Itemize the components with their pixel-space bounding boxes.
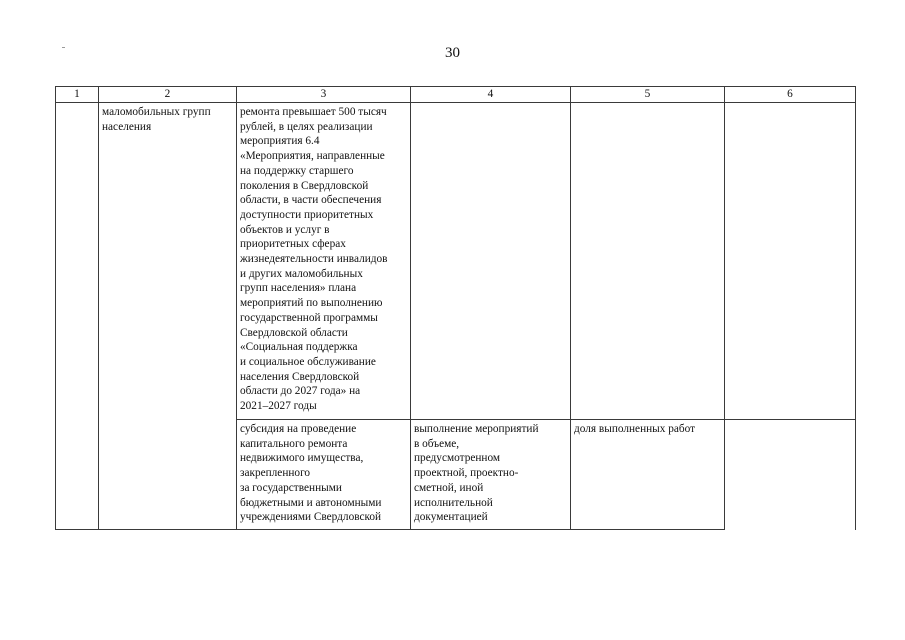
column-number-cell: 1 [56,87,99,103]
cell-text: субсидия на проведение капитального ремонта недвижимого имущества, закрепленного за государственными бюджетными и автономными учреждениями Свердловской [240,423,382,524]
column-number-cell: 2 [99,87,237,103]
table-cell-col3 [237,103,411,420]
column-number-row [56,87,856,103]
table-cell-col4 [411,420,571,530]
table-cell-col3 [237,420,411,530]
column-number-cell: 6 [725,87,856,103]
table-cell-col6 [725,420,856,530]
table-cell-col1 [56,103,99,530]
table-row [56,103,856,420]
cell-text: выполнение мероприятий в объеме, предусмотренном проектной, проектно- сметной, иной исполнительной документацией [414,423,539,524]
table-cell-col4 [411,103,571,420]
page-number: 30 [445,45,460,61]
cell-text: маломобильных групп населения [102,106,211,133]
column-number-cell: 3 [237,87,411,103]
table-cell-col5 [571,103,725,420]
document-table [55,86,856,530]
cell-text: доля выполненных работ [574,423,696,435]
table-cell-col6 [725,103,856,420]
table-cell-col5 [571,420,725,530]
cell-text: ремонта превышает 500 тысяч рублей, в целях реализации мероприятия 6.4 «Мероприятия, направленные на поддержку старшего поколения в Свердловской области, в части обеспечения доступности приоритетных объектов и услуг в приоритетных сферах жизнедеятельности инвалидов и других маломобильных групп населения» плана мероприятий по выполнению государственной программы Свердловской области «Социальная поддержка и социальное обслуживание населения Свердловской области до 2027 года» на 2021–2027 годы [240,106,388,413]
column-number-cell: 5 [571,87,725,103]
column-number-cell: 4 [411,87,571,103]
table-cell-col2 [99,103,237,530]
